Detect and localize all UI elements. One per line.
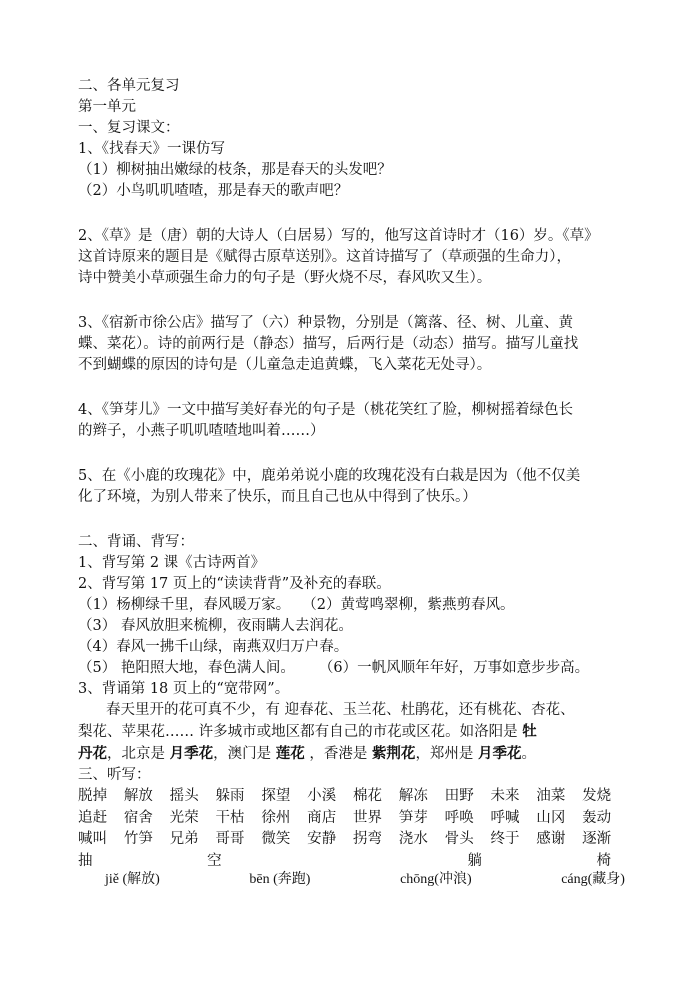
- dictation-word: 脱掉: [78, 788, 108, 804]
- dictation-word: 世界: [352, 809, 383, 826]
- couplet: （3） 春风放胆来梳柳，夜雨瞒人去润花。: [78, 618, 353, 634]
- bold-flower: 莲花: [275, 745, 305, 762]
- broadband-para-line: 春天里开的花可真不少，有 迎春花、玉兰花、杜鹃花，还有桃花、杏花、: [106, 702, 575, 718]
- review-title: 一、复习课文：: [78, 120, 180, 136]
- para-text: ，郑州是: [415, 746, 479, 762]
- item1-line: （2）小鸟叽叽喳喳，那是春天的歌声吧？: [78, 183, 349, 199]
- dictation-word: 徐州: [261, 809, 291, 826]
- dictation-word: 棉花: [352, 788, 383, 804]
- dictation-word: 干枯: [215, 809, 245, 826]
- dictation-word: 解冻: [398, 788, 428, 804]
- dictation-word: 发烧: [582, 788, 612, 804]
- para-text: 。: [521, 746, 537, 762]
- couplet-row: [78, 658, 623, 679]
- dictation-word: 解放: [123, 788, 153, 804]
- para-text: ，香港是: [304, 746, 372, 762]
- couplet: （5） 艳阳照大地，春色满人间。: [78, 660, 295, 676]
- dictation-word: 微笑: [261, 831, 291, 847]
- unit-title: 第一单元: [78, 99, 136, 115]
- item4-line: 的辫子，小燕子叽叽喳喳地叫着……）: [78, 423, 325, 439]
- couplet: （6）一帆风顺年年好，万事如意步步高。: [318, 660, 590, 676]
- dictation-word: 山冈: [536, 809, 566, 826]
- dictation-word: 呼喊: [490, 809, 520, 826]
- item2-line: 诗中赞美小草顽强生命力的句子是（野火烧不尽，春风吹又生）。: [78, 270, 492, 286]
- dictation-word: 骨头: [444, 831, 474, 847]
- dictation-word: 追赶: [78, 809, 108, 826]
- bold-flower: 紫荆花: [371, 745, 416, 762]
- dictation-word: 轰动: [582, 809, 612, 826]
- item5-line: 化了环境，为别人带来了快乐，而且自己也从中得到了快乐。）: [78, 489, 477, 505]
- dictation-words: [78, 786, 623, 872]
- pinyin-item: jiě (解放): [105, 872, 160, 887]
- dictation-word: 笋芽: [398, 809, 428, 826]
- dictation-word: 摇头: [169, 788, 199, 804]
- dictation-word: 商店: [307, 809, 337, 826]
- item3-line: 不到蝴蝶的原因的诗句是（儿童急走追黄蝶，飞入菜花无处寻）。: [78, 357, 492, 373]
- dictation-word: 呼唤: [444, 809, 474, 826]
- dictation-word: 躲雨: [215, 788, 245, 804]
- dictation-word: 小溪: [307, 788, 337, 804]
- pinyin-item: chōng(冲浪): [400, 872, 472, 887]
- bold-flower: 丹花: [78, 745, 107, 762]
- dictation-word: 躺椅: [467, 852, 612, 869]
- broadband-para-line: [78, 721, 623, 743]
- section-heading: 二、各单元复习: [78, 78, 180, 94]
- pinyin-row: [105, 868, 625, 888]
- item5-line: 5、在《小鹿的玫瑰花》中，鹿弟弟说小鹿的玫瑰花没有白栽是因为（他不仅美: [78, 468, 581, 484]
- dictation-word: 喊叫: [78, 831, 108, 847]
- dictation-word: 浇水: [398, 831, 428, 847]
- item4-line: 4、《笋芽儿》一文中描写美好春光的句子是（桃花笑红了脸，柳树摇着绿色长: [78, 402, 573, 418]
- para-text: ，澳门是: [213, 746, 276, 762]
- dictation-word: 逐渐: [582, 831, 612, 847]
- dictation-word: 哥哥: [215, 831, 245, 847]
- item2-line: 这首诗原来的题目是《赋得古原草送别》。这首诗描写了（草顽强的生命力），: [78, 249, 571, 265]
- couplet-row: [78, 616, 623, 637]
- item1-line: （1）柳树抽出嫩绿的枝条，那是春天的头发吧？: [78, 162, 392, 178]
- recite-line: 2、背写第 17 页上的“读读背背”及补充的春联。: [78, 576, 391, 592]
- item1-title: 1、《找春天》一课仿写: [78, 141, 225, 157]
- dictation-word: 光荣: [169, 809, 199, 826]
- dictation-title: 三、听写：: [78, 767, 151, 783]
- dictation-word: 宿舍: [123, 809, 153, 826]
- dictation-word: 竹笋: [123, 831, 153, 847]
- couplet: （4）春风一拂千山绿，南燕双归万户春。: [78, 639, 349, 655]
- document-body: [78, 76, 623, 872]
- dictation-word: 田野: [444, 788, 474, 804]
- pinyin-item: bēn (奔跑): [249, 872, 311, 887]
- recite-line: 3、背诵第 18 页上的“宽带网”。: [78, 681, 290, 697]
- bold-flower: 牡: [522, 723, 537, 740]
- dictation-word: 未来: [490, 788, 520, 804]
- pinyin-item: cáng(藏身): [561, 872, 625, 887]
- para-text: ，北京是: [107, 746, 170, 762]
- couplet-row: [78, 637, 623, 658]
- couplet: （2）黄莺鸣翠柳，紫燕剪春风。: [302, 597, 515, 613]
- dictation-word: 拐弯: [352, 831, 383, 847]
- couplet: （1）杨柳绿千里，春风暖万家。: [78, 597, 291, 613]
- couplet-row: [78, 595, 623, 616]
- broadband-para-line: [78, 743, 623, 765]
- recite-title: 二、背诵、背写：: [78, 534, 194, 550]
- dictation-word: 抽空: [78, 852, 337, 869]
- item3-line: 3、《宿新市徐公店》描写了（六）种景物，分别是（篱落、径、树、儿童、黄: [78, 315, 573, 331]
- para-text: 梨花、苹果花…… 许多城市或地区都有自己的市花或区花。如洛阳是: [78, 724, 523, 740]
- dictation-word: 感谢: [536, 831, 566, 847]
- dictation-word: 探望: [261, 788, 291, 804]
- dictation-word: 兄弟: [169, 831, 199, 847]
- bold-flower: 月季花: [169, 745, 214, 762]
- dictation-word: 油菜: [536, 788, 566, 804]
- dictation-word: 终于: [490, 831, 520, 847]
- dictation-word: 安静: [307, 831, 337, 847]
- recite-line: 1、背写第 2 课《古诗两首》: [78, 555, 266, 571]
- item2-line: 2、《草》是（唐）朝的大诗人（白居易）写的，他写这首诗时才（16）岁。《草》: [78, 228, 599, 244]
- item3-line: 蝶、菜花）。诗的前两行是（静态）描写，后两行是（动态）描写。描写儿童找: [78, 336, 579, 352]
- bold-flower: 月季花: [478, 745, 522, 762]
